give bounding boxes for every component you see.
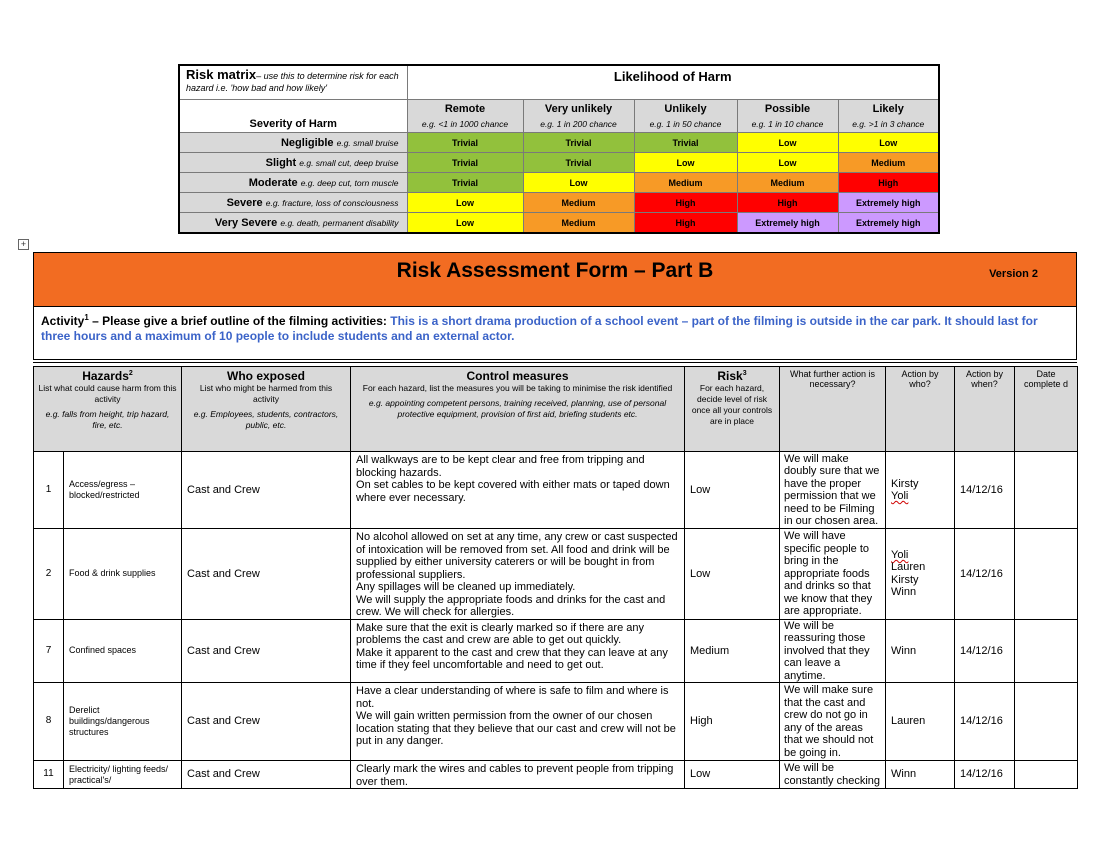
risk-level-cell: High	[737, 193, 838, 213]
likelihood-column: Unlikely e.g. 1 in 50 chance	[634, 100, 737, 133]
risk-assessment-table	[33, 366, 1078, 789]
control-measures-cell[interactable]	[351, 619, 685, 683]
date-completed-cell[interactable]	[1015, 761, 1078, 789]
risk-level-cell: High	[634, 193, 737, 213]
risk-matrix-title-cell	[179, 65, 407, 100]
person-name: Kirsty	[891, 573, 919, 586]
header-risk: Risk$^3$ For each hazard, decide level of risk once all your controls are in place	[685, 367, 780, 452]
action-by-when-cell[interactable]: 14/12/16	[955, 761, 1015, 789]
date-completed-cell[interactable]	[1015, 452, 1078, 529]
risk-level-cell: Trivial	[523, 153, 634, 173]
header-control-measures: Control measures For each hazard, list the measures you will be taking to minimise the risk identified e.g. appointing competent persons, training received, planning, use of personal protective equipment, provision of first aid, briefing students etc.	[351, 367, 685, 452]
hazard-number[interactable]: 2	[34, 529, 64, 620]
date-completed-cell[interactable]	[1015, 529, 1078, 620]
table-move-handle-icon[interactable]: +	[18, 239, 29, 250]
person-name: Winn	[891, 644, 917, 657]
risk-level-cell: Medium	[634, 173, 737, 193]
table-row	[34, 452, 1078, 529]
risk-level-cell: Medium	[737, 173, 838, 193]
likelihood-column: Remote e.g. <1 in 1000 chance	[407, 100, 523, 133]
who-exposed-cell[interactable]: Cast and Crew	[182, 529, 351, 620]
activity-section	[33, 306, 1077, 360]
hazard-number[interactable]: 7	[34, 619, 64, 683]
form-title: Risk Assessment Form – Part B	[396, 259, 714, 282]
date-completed-cell[interactable]	[1015, 683, 1078, 761]
risk-level-cell: Low	[737, 133, 838, 153]
person-name: Winn	[891, 586, 917, 599]
risk-matrix-note: – use this to determine risk for each hazard i.e. 'how bad and how likely'	[186, 71, 399, 93]
header-date-completed: Date complete d	[1015, 367, 1078, 452]
severity-row	[179, 133, 939, 153]
control-measure-line: Make sure that the exit is clearly marked so if there are any problems the cast and crew are able to get out quickly.	[356, 621, 644, 646]
control-measures-cell[interactable]	[351, 683, 685, 761]
action-by-when-cell[interactable]: 14/12/16	[955, 452, 1015, 529]
control-measure-line: We will supply the appropriate foods and drinks for the cast and crew. We will check for allergies.	[356, 593, 666, 618]
person-name: Lauren	[891, 561, 926, 574]
action-by-when-cell[interactable]: 14/12/16	[955, 529, 1015, 620]
activity-label: Activity	[41, 314, 85, 328]
risk-matrix-title: Risk matrix	[186, 67, 257, 82]
table-row	[34, 529, 1078, 620]
hazard-number[interactable]: 11	[34, 761, 64, 789]
control-measures-cell[interactable]	[351, 529, 685, 620]
hazard-cell[interactable]: Electricity/ lighting feeds/ practical's/	[64, 761, 182, 789]
action-by-who-cell[interactable]	[886, 529, 955, 620]
who-exposed-cell[interactable]: Cast and Crew	[182, 619, 351, 683]
likelihood-column: Very unlikely e.g. 1 in 200 chance	[523, 100, 634, 133]
risk-level-cell: Extremely high	[838, 193, 939, 213]
hazard-number[interactable]: 1	[34, 452, 64, 529]
divider	[33, 362, 1077, 363]
control-measure-line: Any spillages will be cleaned up immediately.	[356, 581, 576, 593]
control-measures-cell[interactable]	[351, 761, 685, 789]
control-measure-line: All walkways are to be kept clear and free from tripping and blocking hazards.	[356, 454, 645, 479]
further-action-cell[interactable]: We will make sure that the cast and crew do not go in any of the areas that we should not be going in.	[780, 683, 886, 761]
further-action-cell[interactable]: We will be reassuring those involved that they can leave a anytime.	[780, 619, 886, 683]
further-action-cell[interactable]: We will make doubly sure that we have the proper permission that we need to be Filming in our chosen area.	[780, 452, 886, 529]
action-by-who-cell[interactable]	[886, 452, 955, 529]
severity-label: Negligible e.g. small bruise	[179, 133, 407, 153]
hazard-number[interactable]: 8	[34, 683, 64, 761]
risk-level-cell: Medium	[838, 153, 939, 173]
risk-level-cell: Trivial	[407, 133, 523, 153]
risk-level-cell: Low	[523, 173, 634, 193]
further-action-cell[interactable]: We will be constantly checking	[780, 761, 886, 789]
who-exposed-cell[interactable]: Cast and Crew	[182, 452, 351, 529]
further-action-cell[interactable]: We will have specific people to bring in the appropriate foods and drinks so that we know that they are appropriate.	[780, 529, 886, 620]
risk-level-cell: Medium	[523, 193, 634, 213]
risk-cell[interactable]: Low	[685, 452, 780, 529]
risk-level-cell: Low	[407, 213, 523, 234]
date-completed-cell[interactable]	[1015, 619, 1078, 683]
risk-level-cell: Low	[634, 153, 737, 173]
severity-row	[179, 193, 939, 213]
who-exposed-cell[interactable]: Cast and Crew	[182, 683, 351, 761]
person-name: Winn	[891, 768, 917, 781]
risk-cell[interactable]: High	[685, 683, 780, 761]
activity-footnote: 1	[84, 313, 89, 322]
header-hazards: Hazards$^2$ List what could cause harm from this activity e.g. falls from height, trip hazard, fire, etc.	[34, 367, 182, 452]
header-action-by-when: Action by when?	[955, 367, 1015, 452]
control-measure-line: Clearly mark the wires and cables to prevent people from tripping over them.	[356, 763, 674, 788]
risk-level-cell: High	[838, 173, 939, 193]
severity-label: Slight e.g. small cut, deep bruise	[179, 153, 407, 173]
risk-level-cell: Low	[737, 153, 838, 173]
control-measure-line: We will gain written permission from the owner of our chosen location stating that they believe that our cast and crew will not be put in any danger.	[356, 710, 676, 747]
table-row	[34, 683, 1078, 761]
table-row	[34, 761, 1078, 789]
action-by-who-cell[interactable]	[886, 761, 955, 789]
severity-label: Severe e.g. fracture, loss of consciousness	[179, 193, 407, 213]
hazard-cell[interactable]: Access/egress – blocked/restricted	[64, 452, 182, 529]
person-name: Yoli	[891, 490, 909, 502]
action-by-who-cell[interactable]	[886, 683, 955, 761]
hazard-cell[interactable]: Derelict buildings/dangerous structures	[64, 683, 182, 761]
who-exposed-cell[interactable]: Cast and Crew	[182, 761, 351, 789]
severity-label: Very Severe e.g. death, permanent disability	[179, 213, 407, 234]
risk-level-cell: Extremely high	[737, 213, 838, 234]
control-measure-line: Have a clear understanding of where is safe to film and where is not.	[356, 685, 669, 710]
likelihood-column: Possible e.g. 1 in 10 chance	[737, 100, 838, 133]
risk-matrix	[178, 64, 940, 234]
risk-level-cell: Low	[838, 133, 939, 153]
risk-cell[interactable]: Low	[685, 529, 780, 620]
risk-level-cell: Low	[407, 193, 523, 213]
form-version: Version 2	[989, 268, 1038, 280]
form-header	[33, 252, 1077, 307]
header-action-by-who: Action by who?	[886, 367, 955, 452]
hazard-cell[interactable]: Confined spaces	[64, 619, 182, 683]
risk-level-cell: High	[634, 213, 737, 234]
header-who-exposed: Who exposed List who might be harmed from this activity e.g. Employees, students, contractors, public, etc.	[182, 367, 351, 452]
action-by-when-cell[interactable]: 14/12/16	[955, 683, 1015, 761]
risk-level-cell: Trivial	[523, 133, 634, 153]
risk-cell[interactable]: Low	[685, 761, 780, 789]
risk-level-cell: Medium	[523, 213, 634, 234]
control-measures-cell[interactable]	[351, 452, 685, 529]
header-further-action: What further action is necessary?	[780, 367, 886, 452]
severity-label: Moderate e.g. deep cut, torn muscle	[179, 173, 407, 193]
person-name: Lauren	[891, 715, 926, 728]
hazard-cell[interactable]: Food & drink supplies	[64, 529, 182, 620]
severity-row	[179, 173, 939, 193]
action-by-who-cell[interactable]	[886, 619, 955, 683]
severity-row	[179, 153, 939, 173]
table-row	[34, 619, 1078, 683]
likelihood-column: Likely e.g. >1 in 3 chance	[838, 100, 939, 133]
control-measure-line: Make it apparent to the cast and crew that they can leave at any time if they feel uncomfortable and need to get out.	[356, 646, 668, 671]
activity-text[interactable]: This is a short drama production of a school event – part of the filming is outside in the car park. It should last for three hours and a maximum of 10 people to include students and an external actor.	[41, 314, 1038, 343]
risk-level-cell: Trivial	[407, 153, 523, 173]
action-by-when-cell[interactable]: 14/12/16	[955, 619, 1015, 683]
risk-level-cell: Extremely high	[838, 213, 939, 234]
risk-level-cell: Trivial	[634, 133, 737, 153]
control-measure-line: On set cables to be kept covered with either mats or taped down where ever necessary.	[356, 479, 670, 504]
severity-row	[179, 213, 939, 234]
activity-prompt: – Please give a brief outline of the filming activities:	[88, 314, 391, 328]
risk-level-cell: Trivial	[407, 173, 523, 193]
risk-cell[interactable]: Medium	[685, 619, 780, 683]
person-name: Yoli	[891, 548, 909, 561]
severity-heading: Severity of Harm	[179, 100, 407, 133]
control-measure-line: No alcohol allowed on set at any time, any crew or cast suspected of intoxication will be removed from set. All food and drink will be supplied by either university caterers or will be bought in from professional suppliers.	[356, 531, 678, 581]
likelihood-heading: Likelihood of Harm	[407, 65, 939, 100]
person-name: Kirsty	[891, 477, 919, 490]
